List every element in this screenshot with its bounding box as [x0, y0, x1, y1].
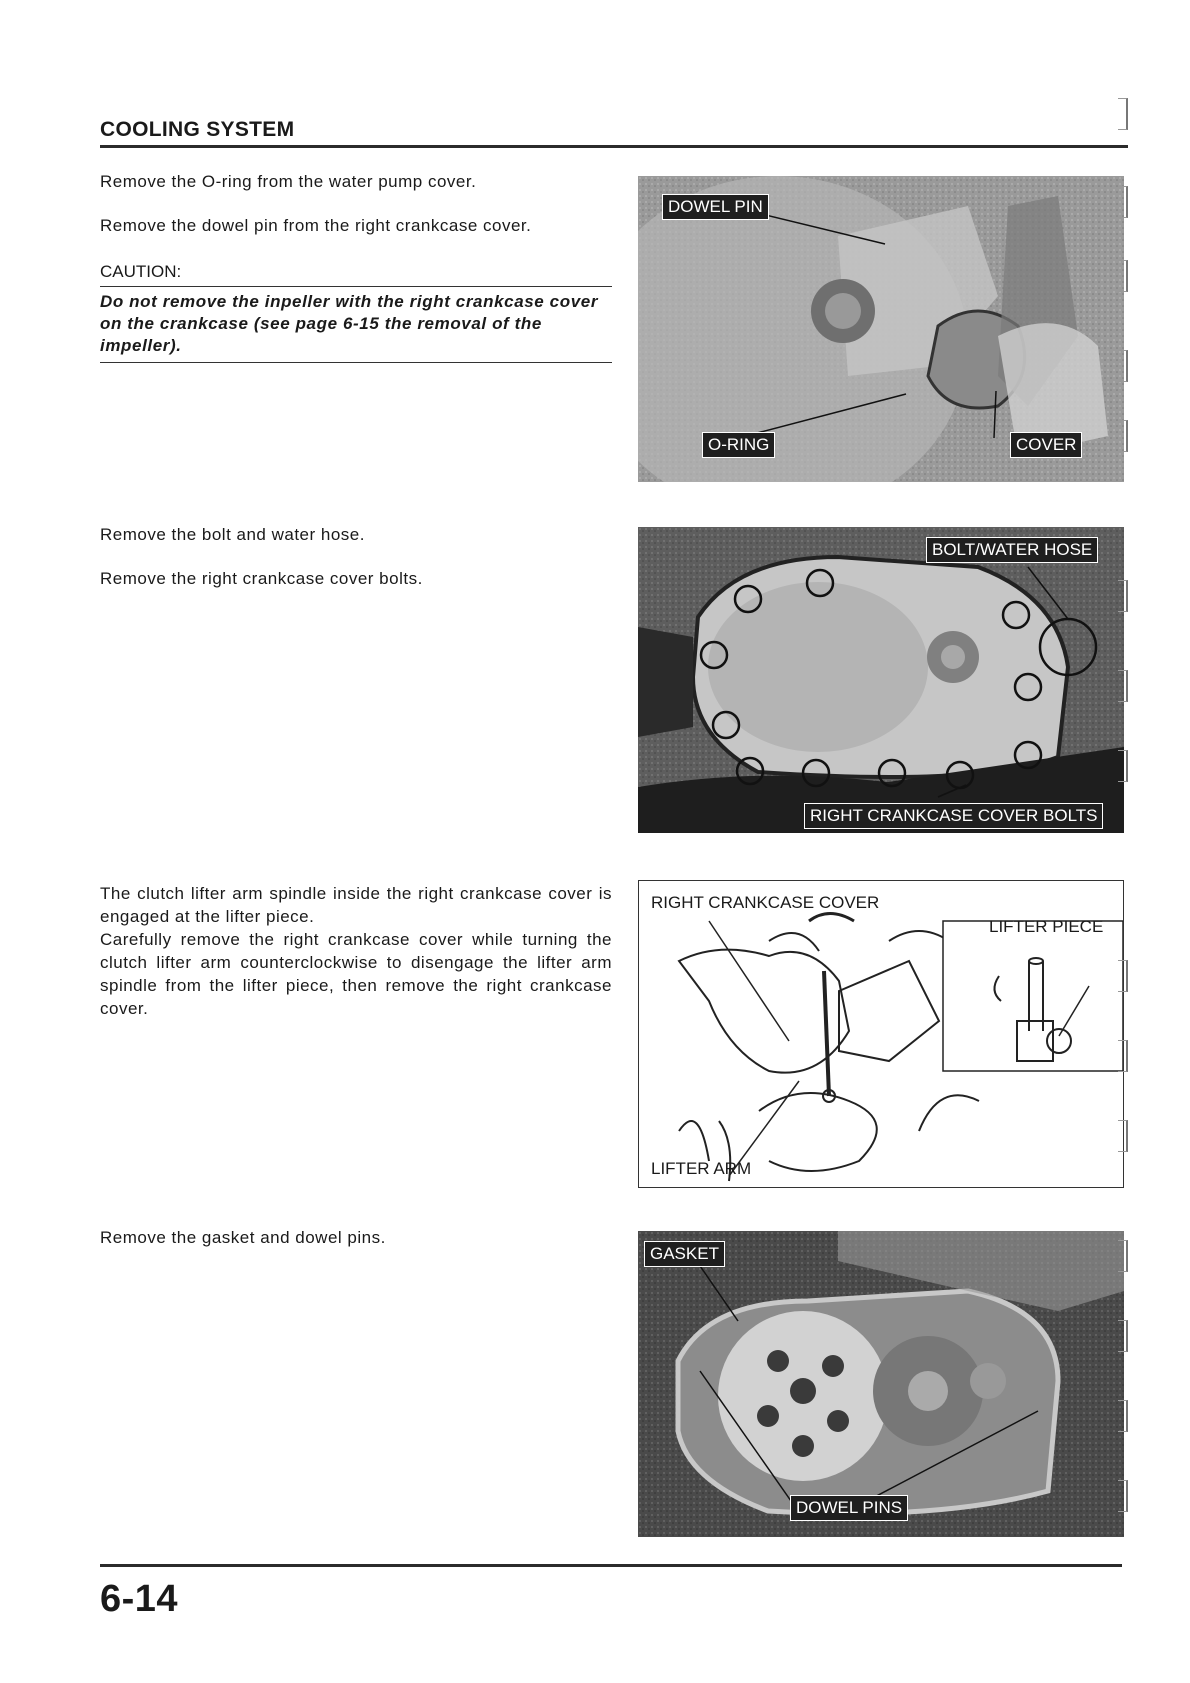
label-dowel-pin: DOWEL PIN [662, 194, 769, 220]
edge-tab-mark [1118, 1120, 1128, 1152]
step2-line2: Remove the right crankcase cover bolts. [100, 569, 423, 588]
label-gasket: GASKET [644, 1241, 725, 1267]
edge-tab-mark [1118, 960, 1128, 992]
caution-top-rule [100, 286, 612, 287]
water-pump-cover-photo [638, 176, 1124, 482]
label-right-crankcase-cover: RIGHT CRANKCASE COVER [651, 893, 880, 912]
crankcase-cover-bolts-photo [638, 527, 1124, 833]
label-lifter-arm: LIFTER ARM [651, 1159, 752, 1178]
edge-tab-mark [1118, 260, 1128, 292]
edge-tab-mark [1118, 1040, 1128, 1072]
step4-line1: Remove the gasket and dowel pins. [100, 1228, 386, 1247]
gasket-dowel-pins-photo [638, 1231, 1124, 1537]
edge-tab-mark [1118, 186, 1128, 218]
section-title: COOLING SYSTEM [100, 118, 295, 141]
edge-tab-mark [1118, 1240, 1128, 1272]
edge-tab-mark [1118, 98, 1128, 130]
step2-line1: Remove the bolt and water hose. [100, 525, 365, 544]
caution-label: CAUTION: [100, 262, 182, 281]
footer-rule [100, 1564, 1122, 1567]
label-cover: COVER [1010, 432, 1082, 458]
edge-tab-mark [1118, 580, 1128, 612]
label-o-ring: O-RING [702, 432, 775, 458]
edge-tab-mark [1118, 1480, 1128, 1512]
header-rule [100, 145, 1128, 148]
edge-tab-mark [1118, 420, 1128, 452]
step1-line2: Remove the dowel pin from the right crankcase cover. [100, 216, 532, 235]
page-number: 6-14 [100, 1578, 179, 1620]
step3-line2: Carefully remove the right crankcase cover while turning the clutch lifter arm counterclockwise to disengage the lifter arm spindle from the lifter piece, then remove the right crankcase cover. [100, 930, 612, 1018]
caution-text: Do not remove the inpeller with the right crankcase cover on the crankcase (see page 6-15 the removal of the impeller). [100, 292, 599, 355]
step3-paragraph [100, 882, 612, 1020]
edge-tab-mark [1118, 750, 1128, 782]
label-right-crankcase-cover-bolts: RIGHT CRANKCASE COVER BOLTS [804, 803, 1103, 829]
edge-tab-mark [1118, 670, 1128, 702]
label-bolt-water-hose: BOLT/WATER HOSE [926, 537, 1098, 563]
label-lifter-piece: LIFTER PIECE [989, 917, 1104, 936]
edge-tab-mark [1118, 350, 1128, 382]
step3-line1: The clutch lifter arm spindle inside the right crankcase cover is engaged at the lifter piece. [100, 884, 612, 926]
lifter-arm-diagram [638, 880, 1124, 1188]
edge-tab-mark [1118, 1400, 1128, 1432]
edge-tab-mark [1118, 1320, 1128, 1352]
label-dowel-pins: DOWEL PINS [790, 1495, 908, 1521]
step1-line1: Remove the O-ring from the water pump cover. [100, 172, 477, 191]
caution-bottom-rule [100, 362, 612, 363]
